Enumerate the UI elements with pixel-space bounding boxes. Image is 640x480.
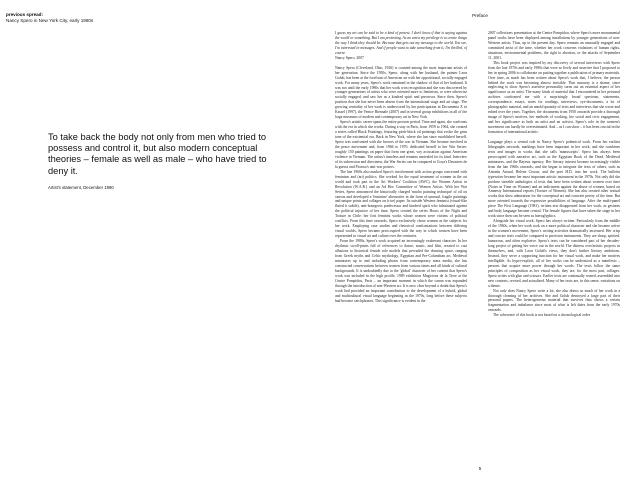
body-paragraph: Language plays a central role in Nancy Spero's polemical work. From her earliest lithographs onwards, markings have been important in her work, and she combines texts and images in works that she calls 'manuscripts'. Spero has always been preoccupied with narrative art, such as the Egyptian Book of the Dead, Medieval miniatures, and the Bayeux tapestry. Her literary interest became increasingly visible from the late 1960s onwards, and she began to integrate the texts of others, such as Antonin Artaud, Helene Cixous, and the poet H.D. into her work. The bulletin typewriter became her most important artistic instrument in the 1970s. Not only did she produce sizeable anthologies of texts that have been written about women over time (Notes in Time on Women) and an indictment against the abuse of women, based on Amnesty International reports (Torture of Women). She has also created other textual works that show admiration for the conceptual art and concrete poetry of the time. But more oriented towards the expressive possibilities of language. After the multi-panel piece The First Language (1981), written text disappeared from her work, as gestures and body language became central. The female figures that have taken the stage in her work since then can be seen as hieroglyphics. bbox=[488, 139, 620, 219]
caption-text: Nancy Spero in New York City, early 1980s bbox=[6, 17, 94, 23]
caption-title: previous spread: bbox=[6, 12, 44, 17]
body-paragraph: From the 1980s, Spero's work acquired an increasingly exuberant character. In her rhythmic scroll-prints full of references to dance, music, and film, created to cast allusions to historical female role models that pervaded the drawing space, ranging from Greek myths and Celtic mythology, Egyptian and Pre-Columbian art, Medieval miniatures up to and including photos from contemporary mass media, she has constructed conversations between women from various times and all kinds of cultural backgrounds. It is undoubtedly due to the 'global' character of her content that Spero's work was included in the high profile, 1989 exhibition Magiciens de la Terre at the Centre Pompidou, Paris – an important moment in which the canon was expanded through the introduction of non-Western art. It is now clear beyond a doubt that Spero's work had provided an important contribution to the development of a hybrid, global and multicultural visual language beginning in the 1970s, long before these subjects had become catchphrases. This significance is evident in the bbox=[335, 239, 467, 303]
body-paragraph: This book project was inspired by my discovery of several interviews with Spero from the late 1970s and early 1980s that were so lively and assertive that I proposed to her in spring 2006 to collaborate on putting together a publication of primary materials. Over time, as much has been written about Spero's work that, I believe, the person behind the work was becoming almost invisible. That runaway is a shame, since neglecting to show Spero's assertive personality turns out an essential aspect of her significance as an artist. The many kinds of material that I encountered in her personal archives confronted me with a surprisingly broad spectrum, statements, correspondence, essays, notes for readings, interviews, eye-documents, a lot of photographic material, and an untold quantity of texts and interviews that she wrote and edited over the years. Together, the documents from 1950 onwards provide a thorough image of Spero's motives, her methods of working, her social and civic engagement, and her significance as both an artist and an activist. Spero's role in the women's movement can hardly be overestimated. And – as I can show – it has been crucial in the formation of international artistic. bbox=[488, 60, 620, 135]
body-paragraph: Not only does Nancy Spero write a lot, she also draws so much of her work in a thorough cleaning of her archives. She and Golub destroyed a large part of their personal papers. The heterogeneous material that survives thus shows a certain fragmentation and imbalance since most of what is left dates from the early 1970s onwards. bbox=[488, 288, 620, 313]
body-paragraph: Alongside her visual work, Spero has always written. Particularly from the middle of the 1960s, when her work took on a more political character and she became active in the women's movement, Spero's writing activities dramatically increased. Her crisp and concise texts could be compared to precision instruments. They are sharp, spirited, humorous, and often explosive. Spero's texts can be considered part of her decades-long project of getting her voice out in the world. The distress over'artistic projects in themselves, and, with Leon Golub's views, they don't further literary ambitions. Instead, they serve a supporting function for her visual work, and make her motives intelligible. As hyper-explicit, all of her works can be understood as a manifesto – persons that acquire more power through her words. The texts follow the same principles of composition as her visual work, they are, for the most part, collages. Spero writes with glue and scissors. Earlier texts are continually reused, assembled into new contexts, revised, and actualized. Many of her texts are, in this sense, variations on a theme. bbox=[488, 219, 620, 288]
running-head: Preface bbox=[472, 13, 488, 18]
pull-quote: To take back the body not only from men who tried to possess and control it, but also modern conceptual theories – female as well as male – who have tried to deny it. bbox=[48, 132, 267, 176]
right-page bbox=[320, 0, 640, 480]
body-paragraph: 2007 collections presentation at the Centre Pompidou, where Spero's more monumental panel works have been displayed among installations by younger generations of non-Western artists. Thus, up to the present day, Spero remains an unusually engaged and committed artist of the time, whether her work concerns violations of human rights, situations, environmental problems, the right to abortion, or the attacks of September 11, 2001. bbox=[488, 31, 620, 60]
body-paragraph: Spero's artistic career spans the entire postwar period. Time and again, she confronts with the era in which she works. During a stay in Paris, from 1959 to 1964, she created a series called Black Paintings, featuring pitch-black oil paintings that evoke the grim tone of the existential era. Back in New York, where she has since established herself, Spero was confronted with the horrors of the war in Vietnam. She became involved in the peace movement and, from 1966 to 1970, dedicated herself to her War Series: roughly 150 paintings on paper that form one great, wry accusation against American violence in Vietnam. The artists's timeless and remains unrivaled for its kind. Interview of its subversion and directness, the War Series can be compared to Goya's Desastres de la guerra and Picasso's anti-war posters. bbox=[335, 120, 467, 169]
text-column-left bbox=[335, 31, 467, 303]
photo-caption bbox=[6, 12, 93, 23]
epigraph: I guess my art can be said to be a kind of protest. I don't know if that is saying against the world or something. But I am protesting. As an artist my privilege is to create things the way I think they should be. Because that gets out my message to the world. You see, I'm interested in messages. And if people want to take something from it, I'm thrilled, of course. bbox=[335, 31, 467, 55]
epigraph-source: Nancy Spero, 2007 bbox=[335, 55, 364, 60]
quote-source: Artist's statement, December 1990 bbox=[48, 185, 114, 190]
body-paragraph: Nancy Spero (Cleveland, Ohio, 1926) is counted among the most important artists of her generation. Since the 1950s, Spero, along with her husband, the painter Leon Golub, has been at the forefront of American art with her oppositional, socially engaged work. For many years, Spero's work remained in the shadow of that of her husband. It was not until the early 1980s that her work won recognition and she was discovered by younger generations of artists who were oriented more to feminism, or were otherwise socially engaged, and saw her as a kindred spirit and precursor. Since then, Spero's position that she has never been absent from the international stage and art stage. The growing centrality of her work is underscored by her participation in Documenta X in Kassel (1997), the Venice Biennale (2007) and in several group exhibitions in all of the large museums of modern and contemporary art in New York. bbox=[335, 65, 467, 120]
body-paragraph: The coherence of this book is not based on a chronological order bbox=[493, 313, 591, 318]
body-paragraph: The late 1960s also marked Spero's involvement with action groups concerned with feminism and (art) politics. She worked for the equal treatment of women in the art world and took part in the Art Workers' Coalition (AWC), the Women Artists in Revolution (W.A.R.) and an Ad Hoc Committee of Women Artists. With her War Series, Spero announced the historically charged 'macho painting technique' of oil on canvas and developed a 'feminine' alternative in the form of unusual, fragile paintings and unique prints and collages on (rice) paper. Its outside Western feminist (visual-like fluted it subtle), anti-bourgeois predecessor and kindred spirit who fulminated against the political injustice of her time, Spero created the series Hours of the Night and Torture in Chile: her first feminist works whose women were victims of political conflicts. From this time onwards, Spero exclusively chose women as the subjects for her work. Employing case studies and rhetorical confrontations between differing visual worlds, Spero became preoccupied with the way in which women have been represented in visual art and culture over the centuries. bbox=[335, 169, 467, 239]
page-number: 5 bbox=[478, 466, 482, 471]
text-column-right bbox=[488, 31, 620, 318]
